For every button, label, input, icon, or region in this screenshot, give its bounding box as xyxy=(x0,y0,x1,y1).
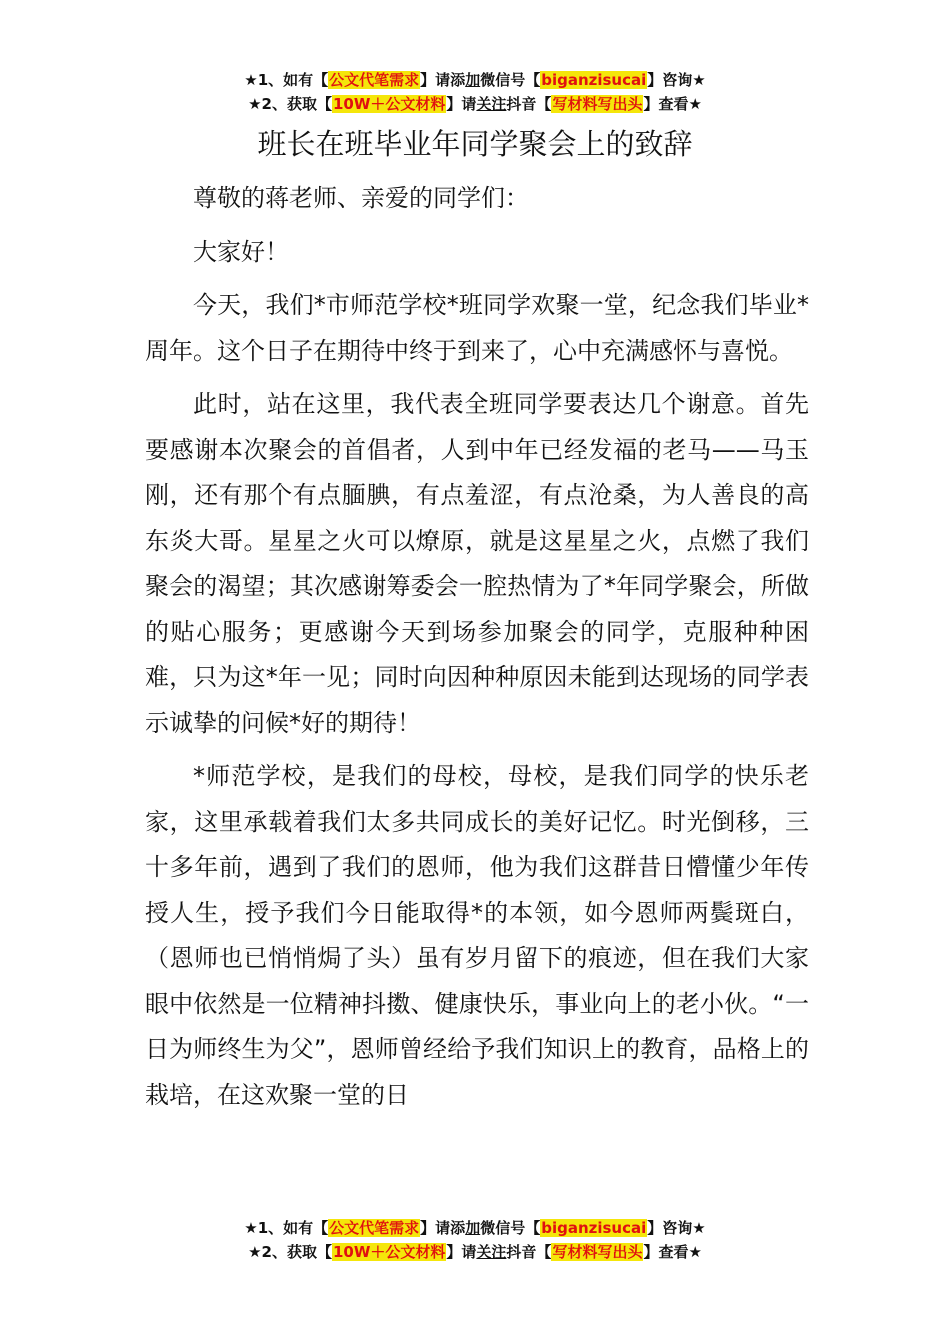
banner-wechat-id: biganzisucai xyxy=(541,71,647,89)
banner-text: 抖音【 xyxy=(506,1243,552,1261)
banner-text: ★2、获取【 xyxy=(248,95,332,113)
banner-text: 】咨询★ xyxy=(647,1219,706,1237)
banner-text: ★2、获取【 xyxy=(248,1243,332,1261)
banner-text: 】请添 xyxy=(420,71,466,89)
banner-text: 微信号【 xyxy=(480,71,541,89)
banner-text: 微信号【 xyxy=(480,1219,541,1237)
banner-highlight: 公文代笔需求 xyxy=(329,1219,420,1237)
banner-text: 】请 xyxy=(446,95,477,113)
footer-banner xyxy=(0,1216,950,1264)
paragraph: *师范学校，是我们的母校，母校，是我们同学的快乐老家，这里承载着我们太多共同成长的美好记忆。时光倒移，三十多年前，遇到了我们的恩师，他为我们这群昔日懵懂少年传授人生，授予我们今日能取得*的本领，如今恩师两鬓斑白，（恩师也已悄悄焗了头）虽有岁月留下的痕迹，但在我们大家眼中依然是一位精神抖擞、健康快乐，事业向上的老小伙。“一日为师终生为父”，恩师曾经给予我们知识上的教育，品格上的栽培，在这欢聚一堂的日 xyxy=(145,762,809,1109)
banner-douyin-account: 写材料写出头 xyxy=(552,95,643,113)
banner-emphasis: 关注 xyxy=(476,1243,507,1261)
banner-douyin-account: 写材料写出头 xyxy=(552,1243,643,1261)
banner-line-2 xyxy=(0,92,950,116)
banner-text: 】请添 xyxy=(420,1219,466,1237)
paragraph: 此时，站在这里，我代表全班同学要表达几个谢意。首先要感谢本次聚会的首倡者，人到中年已经发福的老马——马玉刚，还有那个有点腼腆，有点羞涩，有点沧桑，为人善良的高东炎大哥。星星之火可以燎原，就是这星星之火，点燃了我们聚会的渴望；其次感谢筹委会一腔热情为了*年同学聚会，所做的贴心服务；更感谢今天到场参加聚会的同学，克服种种困难，只为这*年一见；同时向因种种原因未能到达现场的同学表示诚挚的问候*好的期待！ xyxy=(145,390,809,737)
header-banner xyxy=(0,68,950,116)
banner-emphasis: 加 xyxy=(465,1219,481,1237)
document-body xyxy=(145,176,809,1126)
banner-text: 】请 xyxy=(446,1243,477,1261)
document-title: 班长在班毕业年同学聚会上的致辞 xyxy=(257,127,693,161)
banner-line-2 xyxy=(0,1240,950,1264)
banner-wechat-id: biganzisucai xyxy=(541,1219,647,1237)
banner-line-1 xyxy=(0,68,950,92)
banner-text: 】查看★ xyxy=(643,95,702,113)
banner-highlight: 公文代笔需求 xyxy=(329,71,420,89)
salutation: 尊敬的蒋老师、亲爱的同学们： xyxy=(193,184,529,212)
banner-text: 抖音【 xyxy=(506,95,552,113)
banner-text: ★1、如有【 xyxy=(244,71,329,89)
banner-text: ★1、如有【 xyxy=(244,1219,329,1237)
banner-emphasis: 关注 xyxy=(476,95,507,113)
banner-highlight: 10W＋公文材料 xyxy=(332,95,446,113)
banner-emphasis: 加 xyxy=(465,71,481,89)
greeting: 大家好！ xyxy=(193,237,289,266)
banner-highlight: 10W＋公文材料 xyxy=(332,1243,446,1261)
paragraph: 今天，我们*市师范学校*班同学欢聚一堂，纪念我们毕业*周年。这个日子在期待中终于到来了，心中充满感怀与喜悦。 xyxy=(145,291,809,365)
banner-line-1 xyxy=(0,1216,950,1240)
banner-text: 】咨询★ xyxy=(647,71,706,89)
banner-text: 】查看★ xyxy=(643,1243,702,1261)
